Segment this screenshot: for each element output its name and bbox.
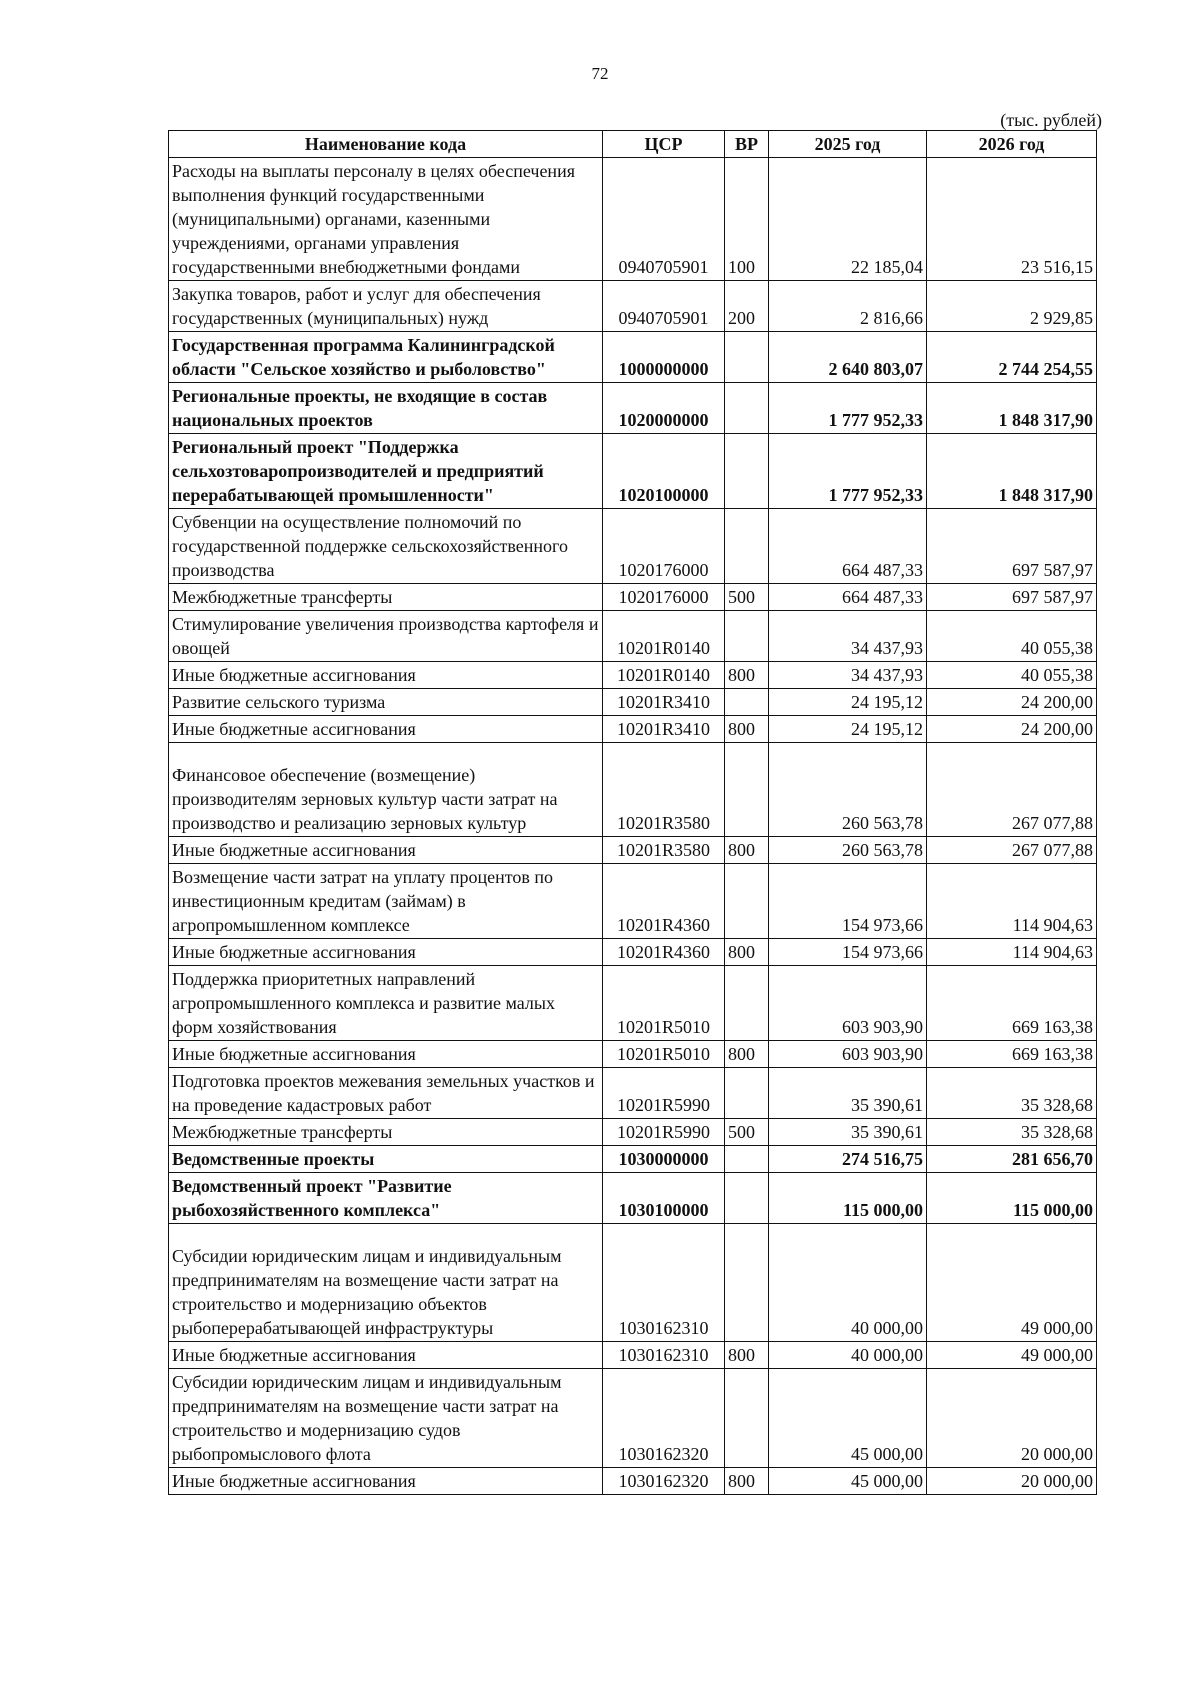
row-2025: 35 390,61 [769, 1068, 927, 1119]
row-vr [725, 509, 769, 584]
row-name: Субсидии юридическим лицам и индивидуальным предпринимателям на возмещение части затрат на строительство и модернизацию объектов рыбоперерабатывающей инфраструктуры [169, 1224, 603, 1342]
row-2025: 45 000,00 [769, 1468, 927, 1495]
row-2026: 24 200,00 [927, 689, 1097, 716]
row-2026: 2 929,85 [927, 281, 1097, 332]
row-2025: 603 903,90 [769, 966, 927, 1041]
row-vr [725, 611, 769, 662]
header-vr: ВР [725, 131, 769, 158]
row-csr: 1030000000 [603, 1146, 725, 1173]
row-2026: 697 587,97 [927, 509, 1097, 584]
table-row [169, 1468, 1097, 1495]
table-row [169, 332, 1097, 383]
row-name: Межбюджетные трансферты [169, 584, 603, 611]
row-csr: 1020176000 [603, 584, 725, 611]
row-name: Развитие сельского туризма [169, 689, 603, 716]
row-2026: 115 000,00 [927, 1173, 1097, 1224]
row-2025: 34 437,93 [769, 662, 927, 689]
row-vr [725, 434, 769, 509]
row-2026: 49 000,00 [927, 1342, 1097, 1369]
table-row [169, 383, 1097, 434]
row-vr [725, 1173, 769, 1224]
row-csr: 10201R0140 [603, 662, 725, 689]
header-name: Наименование кода [169, 131, 603, 158]
row-vr [725, 743, 769, 837]
row-vr: 100 [725, 158, 769, 281]
row-2026: 24 200,00 [927, 716, 1097, 743]
row-2025: 260 563,78 [769, 837, 927, 864]
row-name: Региональный проект "Поддержка сельхозтоваропроизводителей и предприятий перерабатывающей промышленности" [169, 434, 603, 509]
row-vr [725, 689, 769, 716]
table-row [169, 716, 1097, 743]
row-csr: 0940705901 [603, 158, 725, 281]
table-row [169, 864, 1097, 939]
row-vr [725, 383, 769, 434]
row-2026: 49 000,00 [927, 1224, 1097, 1342]
row-name: Региональные проекты, не входящие в состав национальных проектов [169, 383, 603, 434]
row-vr: 800 [725, 939, 769, 966]
units-label: (тыс. рублей) [1000, 110, 1102, 130]
row-vr: 800 [725, 1468, 769, 1495]
row-vr: 500 [725, 584, 769, 611]
row-2025: 1 777 952,33 [769, 383, 927, 434]
row-2025: 40 000,00 [769, 1342, 927, 1369]
row-vr: 800 [725, 837, 769, 864]
table-row [169, 281, 1097, 332]
row-name: Иные бюджетные ассигнования [169, 662, 603, 689]
row-2025: 664 487,33 [769, 584, 927, 611]
row-2026: 1 848 317,90 [927, 434, 1097, 509]
row-name: Субсидии юридическим лицам и индивидуальным предпринимателям на возмещение части затрат на строительство и модернизацию судов рыбопромыслового флота [169, 1369, 603, 1468]
row-name: Государственная программа Калининградской области "Сельское хозяйство и рыболовство" [169, 332, 603, 383]
row-csr: 10201R4360 [603, 864, 725, 939]
table-row [169, 509, 1097, 584]
row-2025: 1 777 952,33 [769, 434, 927, 509]
row-name: Иные бюджетные ассигнования [169, 1041, 603, 1068]
row-csr: 10201R3580 [603, 837, 725, 864]
row-csr: 10201R5990 [603, 1119, 725, 1146]
row-2026: 20 000,00 [927, 1369, 1097, 1468]
row-2025: 40 000,00 [769, 1224, 927, 1342]
row-vr [725, 1224, 769, 1342]
table-row [169, 1342, 1097, 1369]
row-name: Иные бюджетные ассигнования [169, 837, 603, 864]
row-vr: 800 [725, 1041, 769, 1068]
table-row [169, 662, 1097, 689]
table-row [169, 1173, 1097, 1224]
row-csr: 1020100000 [603, 434, 725, 509]
row-2025: 2 640 803,07 [769, 332, 927, 383]
row-csr: 10201R0140 [603, 611, 725, 662]
table-row [169, 611, 1097, 662]
row-2026: 40 055,38 [927, 662, 1097, 689]
row-2025: 664 487,33 [769, 509, 927, 584]
table-row [169, 1146, 1097, 1173]
row-name: Расходы на выплаты персоналу в целях обеспечения выполнения функций государственными (муниципальными) органами, казенными учреждениями, органами управления государственными внебюджетными фондами [169, 158, 603, 281]
row-2026: 267 077,88 [927, 743, 1097, 837]
row-csr: 10201R3410 [603, 689, 725, 716]
row-name: Иные бюджетные ассигнования [169, 1468, 603, 1495]
row-2025: 274 516,75 [769, 1146, 927, 1173]
row-vr: 800 [725, 716, 769, 743]
table-row [169, 1369, 1097, 1468]
row-vr: 500 [725, 1119, 769, 1146]
row-name: Субвенции на осуществление полномочий по государственной поддержке сельскохозяйственного производства [169, 509, 603, 584]
row-2026: 40 055,38 [927, 611, 1097, 662]
row-2026: 669 163,38 [927, 1041, 1097, 1068]
row-2025: 34 437,93 [769, 611, 927, 662]
row-2026: 35 328,68 [927, 1068, 1097, 1119]
table-body [169, 158, 1097, 1495]
budget-table [168, 130, 1097, 1495]
row-2026: 23 516,15 [927, 158, 1097, 281]
row-2026: 20 000,00 [927, 1468, 1097, 1495]
row-name: Финансовое обеспечение (возмещение) производителям зерновых культур части затрат на производство и реализацию зерновых культур [169, 743, 603, 837]
row-csr: 1020000000 [603, 383, 725, 434]
row-2025: 45 000,00 [769, 1369, 927, 1468]
row-2025: 24 195,12 [769, 716, 927, 743]
row-vr: 200 [725, 281, 769, 332]
table-row [169, 158, 1097, 281]
row-2025: 603 903,90 [769, 1041, 927, 1068]
row-name: Иные бюджетные ассигнования [169, 716, 603, 743]
row-csr: 10201R5010 [603, 966, 725, 1041]
row-csr: 10201R3410 [603, 716, 725, 743]
row-name: Иные бюджетные ассигнования [169, 1342, 603, 1369]
table-row [169, 1068, 1097, 1119]
row-csr: 1030162320 [603, 1369, 725, 1468]
row-2026: 2 744 254,55 [927, 332, 1097, 383]
row-2025: 24 195,12 [769, 689, 927, 716]
row-vr [725, 1369, 769, 1468]
row-vr [725, 864, 769, 939]
table-row [169, 1041, 1097, 1068]
row-name: Ведомственные проекты [169, 1146, 603, 1173]
row-name: Ведомственный проект "Развитие рыбохозяйственного комплекса" [169, 1173, 603, 1224]
table-row [169, 1119, 1097, 1146]
table-row [169, 434, 1097, 509]
table-row [169, 584, 1097, 611]
row-vr: 800 [725, 662, 769, 689]
row-2025: 2 816,66 [769, 281, 927, 332]
table-row [169, 939, 1097, 966]
header-2026: 2026 год [927, 131, 1097, 158]
row-2026: 281 656,70 [927, 1146, 1097, 1173]
header-csr: ЦСР [603, 131, 725, 158]
row-2025: 115 000,00 [769, 1173, 927, 1224]
row-2025: 35 390,61 [769, 1119, 927, 1146]
row-csr: 1000000000 [603, 332, 725, 383]
row-2026: 697 587,97 [927, 584, 1097, 611]
row-name: Иные бюджетные ассигнования [169, 939, 603, 966]
row-2026: 267 077,88 [927, 837, 1097, 864]
header-2025: 2025 год [769, 131, 927, 158]
row-2026: 1 848 317,90 [927, 383, 1097, 434]
row-2025: 22 185,04 [769, 158, 927, 281]
row-csr: 10201R3580 [603, 743, 725, 837]
row-name: Закупка товаров, работ и услуг для обеспечения государственных (муниципальных) нужд [169, 281, 603, 332]
row-2025: 260 563,78 [769, 743, 927, 837]
row-vr [725, 966, 769, 1041]
row-2026: 114 904,63 [927, 939, 1097, 966]
row-vr [725, 332, 769, 383]
row-csr: 10201R4360 [603, 939, 725, 966]
row-2026: 114 904,63 [927, 864, 1097, 939]
row-name: Подготовка проектов межевания земельных участков и на проведение кадастровых работ [169, 1068, 603, 1119]
table-row [169, 837, 1097, 864]
row-vr [725, 1146, 769, 1173]
row-name: Стимулирование увеличения производства картофеля и овощей [169, 611, 603, 662]
row-csr: 10201R5010 [603, 1041, 725, 1068]
row-name: Поддержка приоритетных направлений агропромышленного комплекса и развитие малых форм хозяйствования [169, 966, 603, 1041]
table-header-row [169, 131, 1097, 158]
row-csr: 1020176000 [603, 509, 725, 584]
row-csr: 1030162310 [603, 1224, 725, 1342]
row-csr: 1030100000 [603, 1173, 725, 1224]
row-2025: 154 973,66 [769, 864, 927, 939]
table-row [169, 966, 1097, 1041]
table-row [169, 743, 1097, 837]
row-csr: 0940705901 [603, 281, 725, 332]
row-csr: 10201R5990 [603, 1068, 725, 1119]
row-2026: 669 163,38 [927, 966, 1097, 1041]
row-csr: 1030162320 [603, 1468, 725, 1495]
row-2026: 35 328,68 [927, 1119, 1097, 1146]
page-number: 72 [591, 64, 609, 83]
row-name: Возмещение части затрат на уплату процентов по инвестиционным кредитам (займам) в агропромышленном комплексе [169, 864, 603, 939]
row-vr [725, 1068, 769, 1119]
row-2025: 154 973,66 [769, 939, 927, 966]
row-name: Межбюджетные трансферты [169, 1119, 603, 1146]
table-row [169, 1224, 1097, 1342]
row-vr: 800 [725, 1342, 769, 1369]
row-csr: 1030162310 [603, 1342, 725, 1369]
table-row [169, 689, 1097, 716]
